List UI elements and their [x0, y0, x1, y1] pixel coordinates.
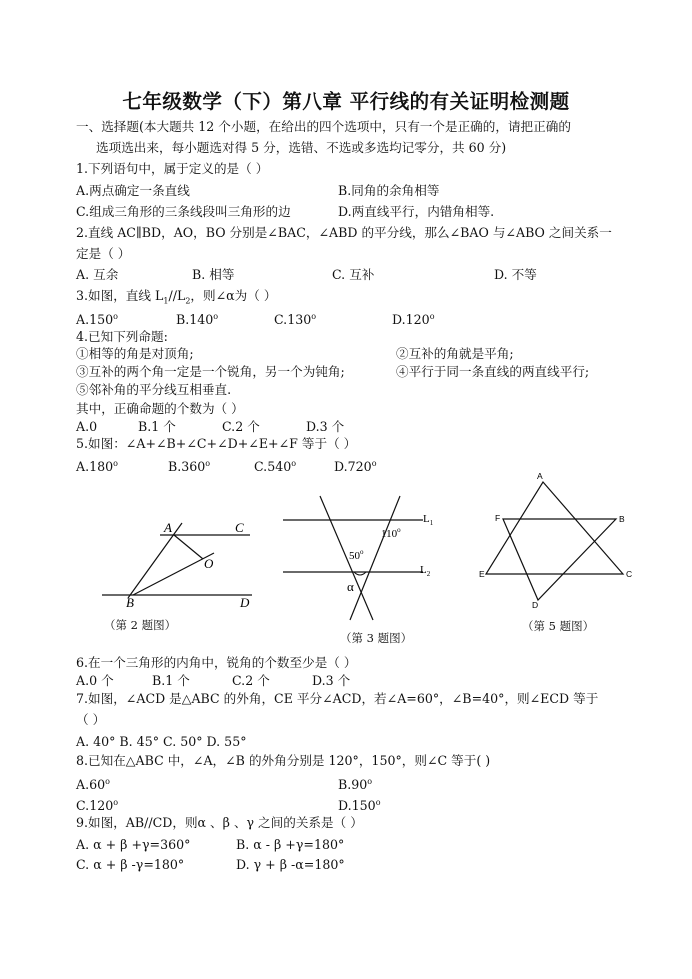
q1-option-b: B.同角的余角相等 [338, 183, 440, 198]
segment-ao [174, 535, 203, 559]
q4-proposition-5: ⑤邻补角的平分线互相垂直. [76, 382, 232, 397]
q8-option-a: A.60$^o$ [76, 777, 110, 793]
triangle-fbd [503, 519, 616, 600]
q2-option-c: C. 互补 [332, 267, 375, 282]
q6-option-d: D.3 个 [312, 673, 351, 688]
q6-stem: 6.在一个三角形的内角中，锐角的个数至少是（ ） [76, 655, 357, 670]
line-ab [128, 523, 182, 598]
q2-option-d: D. 不等 [494, 267, 537, 282]
page-title: 七年级数学（下）第八章 平行线的有关证明检测题 [122, 90, 570, 113]
q2-stem-line2: 定是（ ） [76, 246, 131, 261]
figure-q3-diagram [278, 492, 438, 622]
section-intro-line1: 一、选择题(本大题共 12 个小题，在给出的四个选项中，只有一个是正确的，请把正确的 [76, 119, 571, 134]
label-a: A [537, 471, 543, 481]
label-b: B [126, 595, 134, 610]
q2-stem-line1: 2.直线 AC∥BD，AO，BO 分别是∠BAC，∠ABD 的平分线，那么∠BAO 与∠ABO 之间关系一 [76, 225, 612, 240]
q3-option-b: B.140$^o$ [176, 312, 219, 328]
q9-option-d: D. γ + β -α=180° [236, 857, 345, 872]
q3-option-a: A.150$^o$ [76, 312, 118, 328]
label-angle-50: 50$^o$ [349, 548, 364, 562]
q4-option-b: B.1 个 [138, 419, 176, 434]
q4-option-c: C.2 个 [222, 419, 260, 434]
q8-option-c: C.120$^o$ [76, 798, 119, 814]
q5-stem: 5.如图：∠A+∠B+∠C+∠D+∠E+∠F 等于（ ） [76, 436, 357, 451]
q4-option-d: D.3 个 [306, 419, 345, 434]
figure-q5-caption: （第 5 题图） [522, 619, 595, 633]
q5-option-d: D.720$^o$ [334, 459, 377, 475]
label-a: A [164, 520, 172, 535]
q8-option-b: B.90$^o$ [338, 777, 373, 793]
q8-stem: 8.已知在△ABC 中，∠A，∠B 的外角分别是 120°，150°，则∠C 等于( ) [76, 753, 491, 768]
q4-question: 其中，正确命题的个数为（ ） [76, 401, 244, 416]
label-l1: $L_1$ [423, 513, 434, 527]
transversal-left [320, 496, 373, 620]
q5-option-a: A.180$^o$ [76, 459, 118, 475]
figure-q2-diagram [90, 515, 265, 610]
q7-stem-line2: （ ） [76, 712, 106, 727]
q7-stem-line1: 7.如图，∠ACD 是△ABC 的外角，CE 平分∠ACD，若∠A=60°，∠B=40°，则∠ECD 等于 [76, 691, 599, 706]
q4-proposition-4: ④平行于同一条直线的两直线平行; [396, 364, 590, 379]
q8-option-d: D.150$^o$ [338, 798, 381, 814]
q4-proposition-2: ②互补的角就是平角; [396, 346, 514, 361]
label-e: E [479, 569, 485, 579]
label-alpha: α [347, 579, 354, 594]
q6-option-c: C.2 个 [232, 673, 270, 688]
q6-option-b: B.1 个 [152, 673, 190, 688]
q9-option-a: A. α + β +γ=360° [76, 837, 191, 852]
q4-proposition-3: ③互补的两个角一定是一个锐角，另一个为钝角; [76, 364, 345, 379]
q6-option-a: A.0 个 [76, 673, 114, 688]
q5-option-c: C.540$^o$ [254, 459, 297, 475]
label-l2: $L_2$ [420, 564, 431, 578]
label-d: D [240, 595, 250, 610]
q1-stem: 1.下列语句中，属于定义的是（ ） [76, 161, 269, 176]
q3-stem: 3.如图，直线 $L_1//L_2$，则∠α为（ ） [76, 288, 277, 306]
q3-option-d: D.120$^o$ [392, 312, 435, 328]
label-angle-110: 110$^o$ [381, 526, 401, 540]
q3-option-c: C.130$^o$ [274, 312, 317, 328]
figure-q2-caption: （第 2 题图） [104, 618, 177, 632]
figure-q2 [90, 515, 265, 633]
q1-option-c: C.组成三角形的三条线段叫三角形的边 [76, 204, 291, 219]
q4-proposition-1: ①相等的角是对顶角; [76, 346, 194, 361]
label-o: O [204, 556, 214, 571]
q2-option-a: A. 互余 [76, 267, 119, 282]
q4-stem: 4.已知下列命题: [76, 329, 168, 344]
q5-option-b: B.360$^o$ [168, 459, 211, 475]
label-c: C [235, 520, 244, 535]
label-d: D [532, 600, 539, 610]
q9-option-c: C. α + β -γ=180° [76, 857, 185, 872]
label-c: C [626, 569, 633, 579]
figure-q5 [476, 470, 636, 634]
label-f: F [495, 513, 501, 523]
figure-q5-diagram [476, 470, 636, 610]
q2-option-b: B. 相等 [192, 267, 235, 282]
section-intro-line2: 选项选出来，每小题选对得 5 分，选错、不选或多选均记零分，共 60 分) [96, 140, 507, 155]
q7-options: A. 40° B. 45° C. 50° D. 55° [76, 734, 247, 749]
q9-stem: 9.如图，AB//CD，则α 、β 、γ 之间的关系是（ ） [76, 815, 363, 830]
q1-option-a: A.两点确定一条直线 [76, 183, 190, 198]
q4-option-a: A.0 [76, 419, 98, 434]
figure-q3 [278, 492, 438, 646]
q1-option-d: D.两直线平行，内错角相等. [338, 204, 495, 219]
label-b: B [619, 514, 625, 524]
q9-option-b: B. α - β +γ=180° [236, 837, 345, 852]
figure-q3-caption: （第 3 题图） [340, 631, 413, 645]
